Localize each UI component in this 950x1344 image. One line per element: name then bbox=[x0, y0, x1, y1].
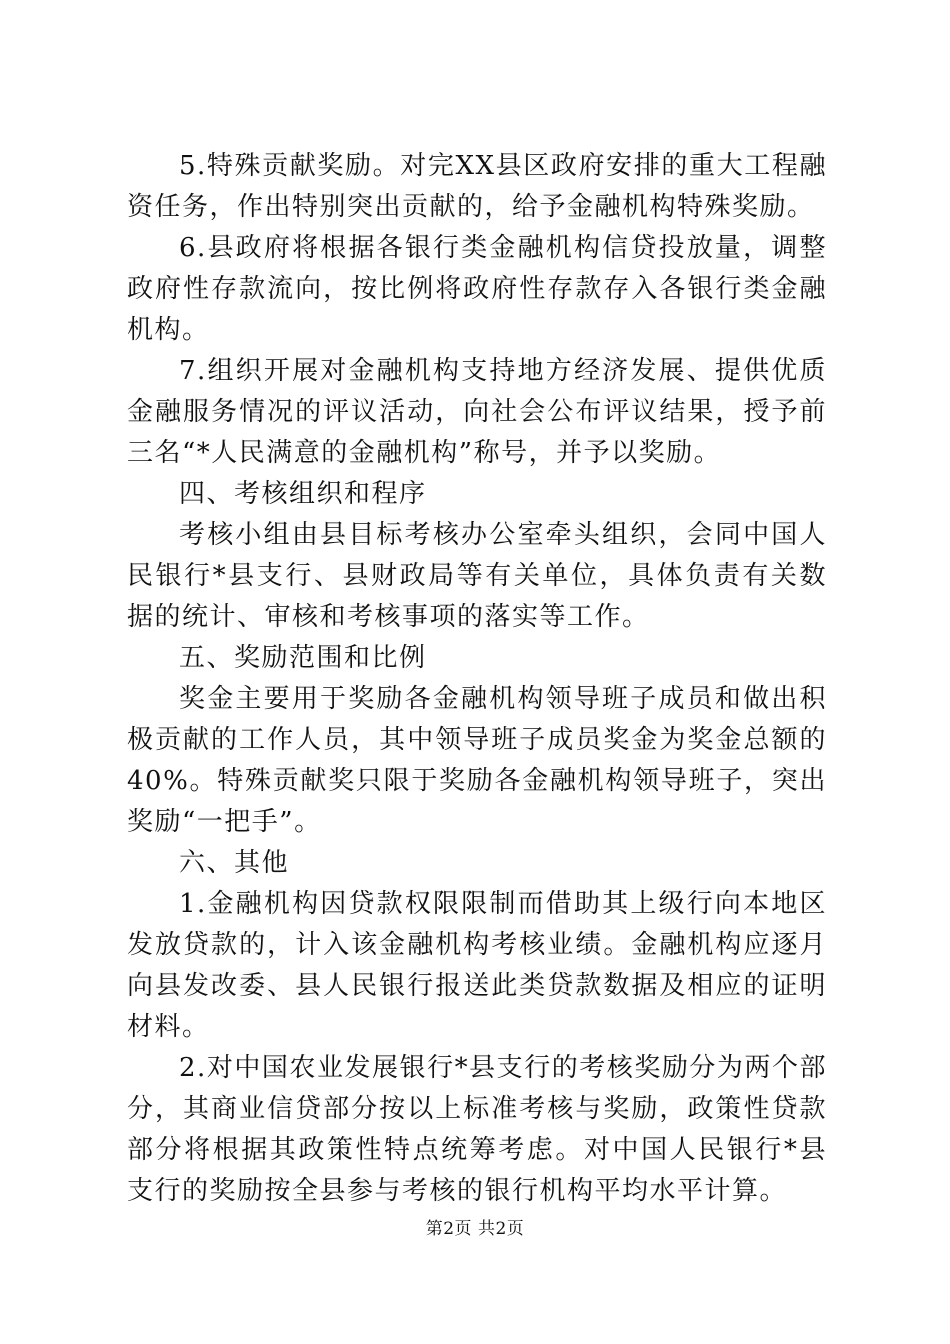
heading-assessment-organization: 四、考核组织和程序 bbox=[179, 479, 427, 509]
heading-reward-scope: 五、奖励范围和比例 bbox=[179, 643, 427, 673]
paragraph-assessment-group: 考核小组由县目标考核办公室牵头组织，会同中国人民银行*县支行、县财政局等有关单位，具体负责有关数据的统计、审核和考核事项的落实等工作。 bbox=[127, 520, 827, 632]
paragraph-government-deposits: 6.县政府将根据各银行类金融机构信贷投放量，调整政府性存款流向，按比例将政府性存款存入各银行类金融机构。 bbox=[127, 233, 827, 345]
paragraph-bonus-usage: 奖金主要用于奖励各金融机构领导班子成员和做出积极贡献的工作人员，其中领导班子成员奖金为奖金总额的40%。特殊贡献奖只限于奖励各金融机构领导班子，突出奖励“一把手”。 bbox=[127, 684, 827, 837]
document-body bbox=[127, 146, 827, 1212]
paragraph-loan-authority: 1.金融机构因贷款权限限制而借助其上级行向本地区发放贷款的，计入该金融机构考核业绩。金融机构应逐月向县发改委、县人民银行报送此类贷款数据及相应的证明材料。 bbox=[127, 889, 827, 1042]
page-number-footer: 第2页 共2页 bbox=[425, 1219, 525, 1239]
paragraph-evaluation-activity: 7.组织开展对金融机构支持地方经济发展、提供优质金融服务情况的评议活动，向社会公布评议结果，授予前三名“*人民满意的金融机构”称号，并予以奖励。 bbox=[127, 356, 827, 468]
paragraph-agricultural-bank: 2.对中国农业发展银行*县支行的考核奖励分为两个部分，其商业信贷部分按以上标准考核与奖励，政策性贷款部分将根据其政策性特点统筹考虑。对中国人民银行*县支行的奖励按全县参与考核的银行机构平均水平计算。 bbox=[127, 1053, 827, 1206]
paragraph-special-contribution-award: 5.特殊贡献奖励。对完XX县区政府安排的重大工程融资任务，作出特别突出贡献的，给予金融机构特殊奖励。 bbox=[127, 151, 827, 222]
heading-other: 六、其他 bbox=[179, 848, 290, 878]
